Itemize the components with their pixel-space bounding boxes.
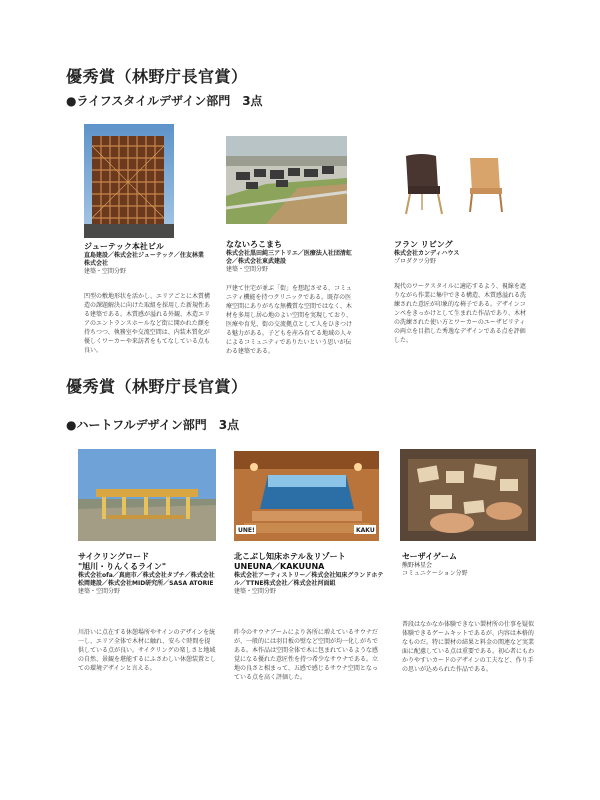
entry-company: 株式会社カンディハウス — [394, 250, 460, 257]
nanairo-komachi-photo — [226, 136, 347, 224]
entry-field: プロダクツ分野 — [394, 258, 437, 265]
entry-organization: 熊野林星会 — [402, 562, 433, 569]
section2-heading: 優秀賞（林野庁長官賞） — [66, 377, 248, 396]
entry-field: 建築・空間分野 — [84, 268, 127, 275]
card-fran — [394, 240, 524, 266]
card-sezai-game — [402, 552, 532, 578]
entry-company: 株式会社ofa／真庭市／株式会社タブチ／株式会社松岡建設／株式会社MID研究所／SASA ATORIE — [78, 572, 215, 587]
entry-description: 現代のワークスタイルに適応するよう、視線を遮りながら作業に集中できる構造、木質感溢れる洗練された意匠が印象的な椅子である。デザインコンペをきっかけとして生まれた作品であり、木材の洗練された使い方とワーカーのユーザビリティの両立を目指した秀逸なデザインである点を評価した。 — [394, 283, 527, 344]
sezai-game-photo — [400, 449, 536, 541]
entry-title: なないろこまち — [226, 240, 282, 249]
card-nanairo — [226, 240, 356, 274]
entry-title: ジューテック本社ビル — [84, 242, 164, 251]
kaku-label: KAKU — [356, 527, 375, 534]
entry-description: 戸建て住宅が並ぶ「街」を想起させる、コミュニティ機能を持つクリニックである。既存の医療空間にありがちな無機質な空間ではなく、木材を多用し居心地のよい空間を実現しており、医療や育児、街の交流拠点として人をひきつける魅力がある。子どもを産み育てる地域の人々によるコミュニティでありたいという思いが伝わる建築である。 — [226, 285, 353, 355]
entry-description: 川沿いに点在する休憩場所やサインのデザインを統一し、エリア全体で木材に触れ、安らぐ時間を提供している点が良い。サイクリングの楽しさと地域の自然、景観を堪能するにふさわしい休憩装置としての環境デザインと言える。 — [78, 629, 217, 672]
entry-title: 北こぶし知床ホテル＆リゾート UNEUNA／KAKUUNA — [234, 552, 346, 571]
section2-subheading: ●ハートフルデザイン部門 3点 — [66, 418, 240, 432]
card-cycling-road — [78, 552, 218, 596]
section1-subheading: ●ライフスタイルデザイン部門 3点 — [66, 94, 263, 108]
entry-field: コミュニケーション分野 — [402, 570, 468, 577]
entry-description: 昨今のサウナブームにより各所に増えているサウナだが、一般的には羽目板の壁など空間が均一化しがちである。本作品は空間全体で木に包まれているような感覚になる優れた意匠性を持つ希少なサウナである。立地の良さと相まって、五感で感じるサウナ空間となっている点を高く評価した。 — [234, 629, 379, 681]
entry-company: 株式会社アーティストリー／株式会社知床グランドホテル／TTNE株式会社／株式会社河面組 — [234, 572, 384, 587]
entry-company: 直島建設／株式会社ジューテック／住友林業 株式会社 — [84, 252, 204, 267]
card-kitakobushi — [234, 552, 384, 596]
entry-description: 普段はなかなか体験できない製材所の仕事を疑似体験できるゲームキットであるが、内容は本格的なものだ。特に製材の結果と料金の関連など実業面に配慮している点は重要である。初心者にもわかりやすいカードのデザインの工夫など、作り手の思いが込められた作品である。 — [402, 621, 535, 673]
entry-title: セーザイゲーム — [402, 552, 457, 561]
entry-field: 建築・空間分野 — [234, 588, 277, 595]
card-jutec — [84, 242, 214, 276]
sauna-interior-photo — [234, 451, 379, 541]
entry-field: 建築・空間分野 — [78, 588, 121, 595]
entry-title: フラン リビング — [394, 240, 453, 249]
fran-living-chairs-photo — [400, 150, 510, 215]
jutec-building-photo — [84, 124, 174, 238]
entry-company: 株式会社黒田純三アトリエ／医療法人社団清虹会／株式会社東武建設 — [226, 250, 352, 265]
entry-description: 凹型の敷地形状を活かし、エリアごとに木質構造の課題解決に向けた取組を採用した新規性ある建築である。木質感が溢れる外観、木造エリアのエントランスホールなど街に開かれた顔を持ちつつ、執務室や交流空間は、内装木質化が優しくワーカーや来訪者をもてなしている点も良い。 — [84, 293, 211, 354]
cycling-road-pavilion-photo — [78, 449, 216, 541]
section1-heading: 優秀賞（林野庁長官賞） — [66, 67, 248, 86]
entry-title: サイクリングロード "旭川・りんくるライン" — [78, 552, 167, 571]
entry-field: 建築・空間分野 — [226, 266, 269, 273]
une-label: UNE! — [238, 527, 255, 534]
